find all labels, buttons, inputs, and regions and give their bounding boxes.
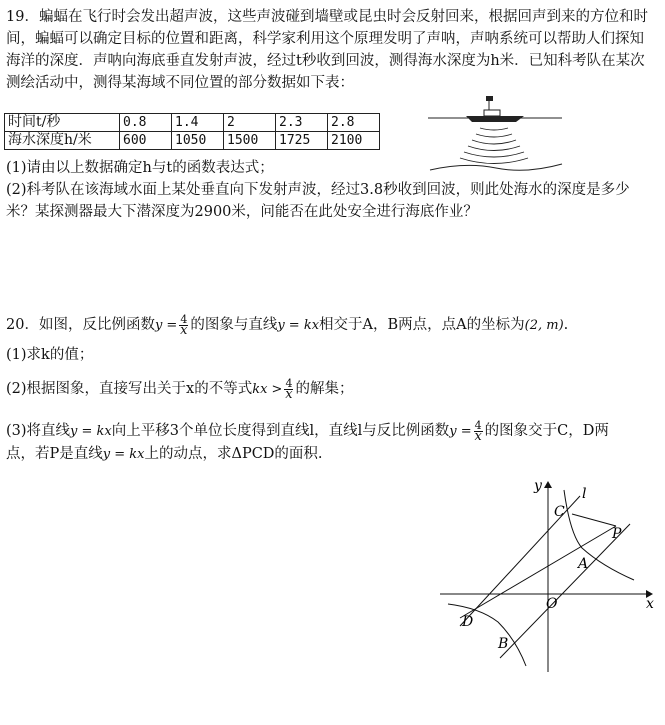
question-19-part-1: (1)请由以上数据确定h与t的函数表达式； (6, 160, 274, 176)
q20-part3-text-e: 上的动点，求ΔPCD的面积. (144, 446, 323, 462)
segment-cp (572, 514, 616, 526)
q20-intro-text-a: 20．如图，反比例函数 (6, 317, 155, 333)
label-point-b: B (498, 636, 509, 652)
fraction-numerator: 4 (474, 418, 482, 432)
q20-intro-text-b: 的图象与直线 (190, 317, 278, 333)
formula-y-kx: y = kx (70, 424, 112, 439)
formula-y-eq: y = (154, 318, 178, 333)
table-cell: 2100 (328, 132, 380, 150)
fraction-4-over-x (179, 312, 188, 338)
question-19-part-2: (2)科考队在该海域水面上某处垂直向下发射声波，经过3.8秒收到回波，则此处海水的深度是多少米？某探测器最大下潜深度为2900米，问能否在此处安全进行海底作业？ (6, 182, 630, 220)
q20-part3-text-d: 点，若P是直线 (6, 446, 103, 462)
hyperbola-upper-branch (564, 490, 634, 580)
q20-intro-end: . (563, 317, 569, 333)
fraction-denominator: x (474, 428, 482, 444)
fraction-4-over-x (474, 418, 483, 444)
label-origin: O (546, 596, 558, 612)
table-cell: 2.8 (328, 114, 380, 132)
table-row (5, 114, 380, 132)
point-a-coordinate: (2, m) (524, 318, 564, 333)
label-x: x (646, 596, 654, 612)
question-20-part-3 (6, 420, 656, 466)
coordinate-figure (430, 476, 662, 676)
table-cell: 2 (224, 114, 276, 132)
formula-y-kx: y = kx (102, 447, 145, 462)
hyperbola-lower-branch (448, 604, 526, 666)
formula-kx-gt: kx > (252, 382, 283, 397)
q20-part2-text-b: 的解集； (295, 381, 354, 397)
question-19-text: 19．蝙蝠在飞行时会发出超声波，这些声波碰到墙壁或昆虫时会反射回来，根据回声到来的方位和时间，蝙蝠可以确定目标的位置和距离，科学家利用这个原理发明了声呐，声呐系统可以帮助人们探知海洋的深度．声呐向海底垂直发射声波，经过t秒收到回波，测得海水深度为h米．已知科考队在某次测绘活动中，测得某海域不同位置的部分数据如下表： (6, 9, 648, 91)
q20-part3-text-a: (3)将直线 (6, 423, 71, 439)
label-point-c: C (554, 504, 565, 520)
fraction-numerator: 4 (285, 376, 293, 390)
table-cell: 0.8 (120, 114, 172, 132)
fraction-4-over-x (284, 376, 293, 402)
table-cell: 1050 (172, 132, 224, 150)
label-point-a: A (578, 556, 589, 572)
segment-dp (460, 526, 616, 618)
formula-y-kx: y = kx (277, 318, 320, 333)
depth-data-table (4, 113, 380, 150)
q20-intro-text-c: 相交于A，B两点，点A的坐标为 (319, 317, 525, 333)
q20-part3-text-b: 向上平移3个单位长度得到直线l，直线l与反比例函数 (111, 423, 450, 439)
table-row-header-depth: 海水深度h/米 (5, 132, 120, 150)
label-point-p: P (612, 526, 622, 542)
table-row (5, 132, 380, 150)
line-y-kx (500, 524, 630, 658)
fraction-denominator: x (180, 322, 188, 338)
table-cell: 1.4 (172, 114, 224, 132)
label-y: y (534, 478, 542, 494)
question-20-part-1: (1)求k的值； (6, 347, 94, 363)
q20-part2-text-a: (2)根据图象，直接写出关于x的不等式 (6, 381, 253, 397)
table-cell: 600 (120, 132, 172, 150)
label-point-d: D (462, 614, 474, 630)
table-cell: 2.3 (276, 114, 328, 132)
question-20-part-2 (6, 378, 656, 401)
formula-y-eq: y = (449, 424, 472, 439)
fraction-denominator: x (285, 386, 293, 402)
fraction-numerator: 4 (180, 312, 188, 326)
table-cell: 1725 (276, 132, 328, 150)
q20-part3-text-c: 的图象交于C，D两 (484, 423, 609, 439)
question-20-intro (6, 314, 656, 337)
table-row-header-time: 时间t/秒 (5, 114, 120, 132)
table-cell: 1500 (224, 132, 276, 150)
label-line-l: l (582, 486, 587, 502)
